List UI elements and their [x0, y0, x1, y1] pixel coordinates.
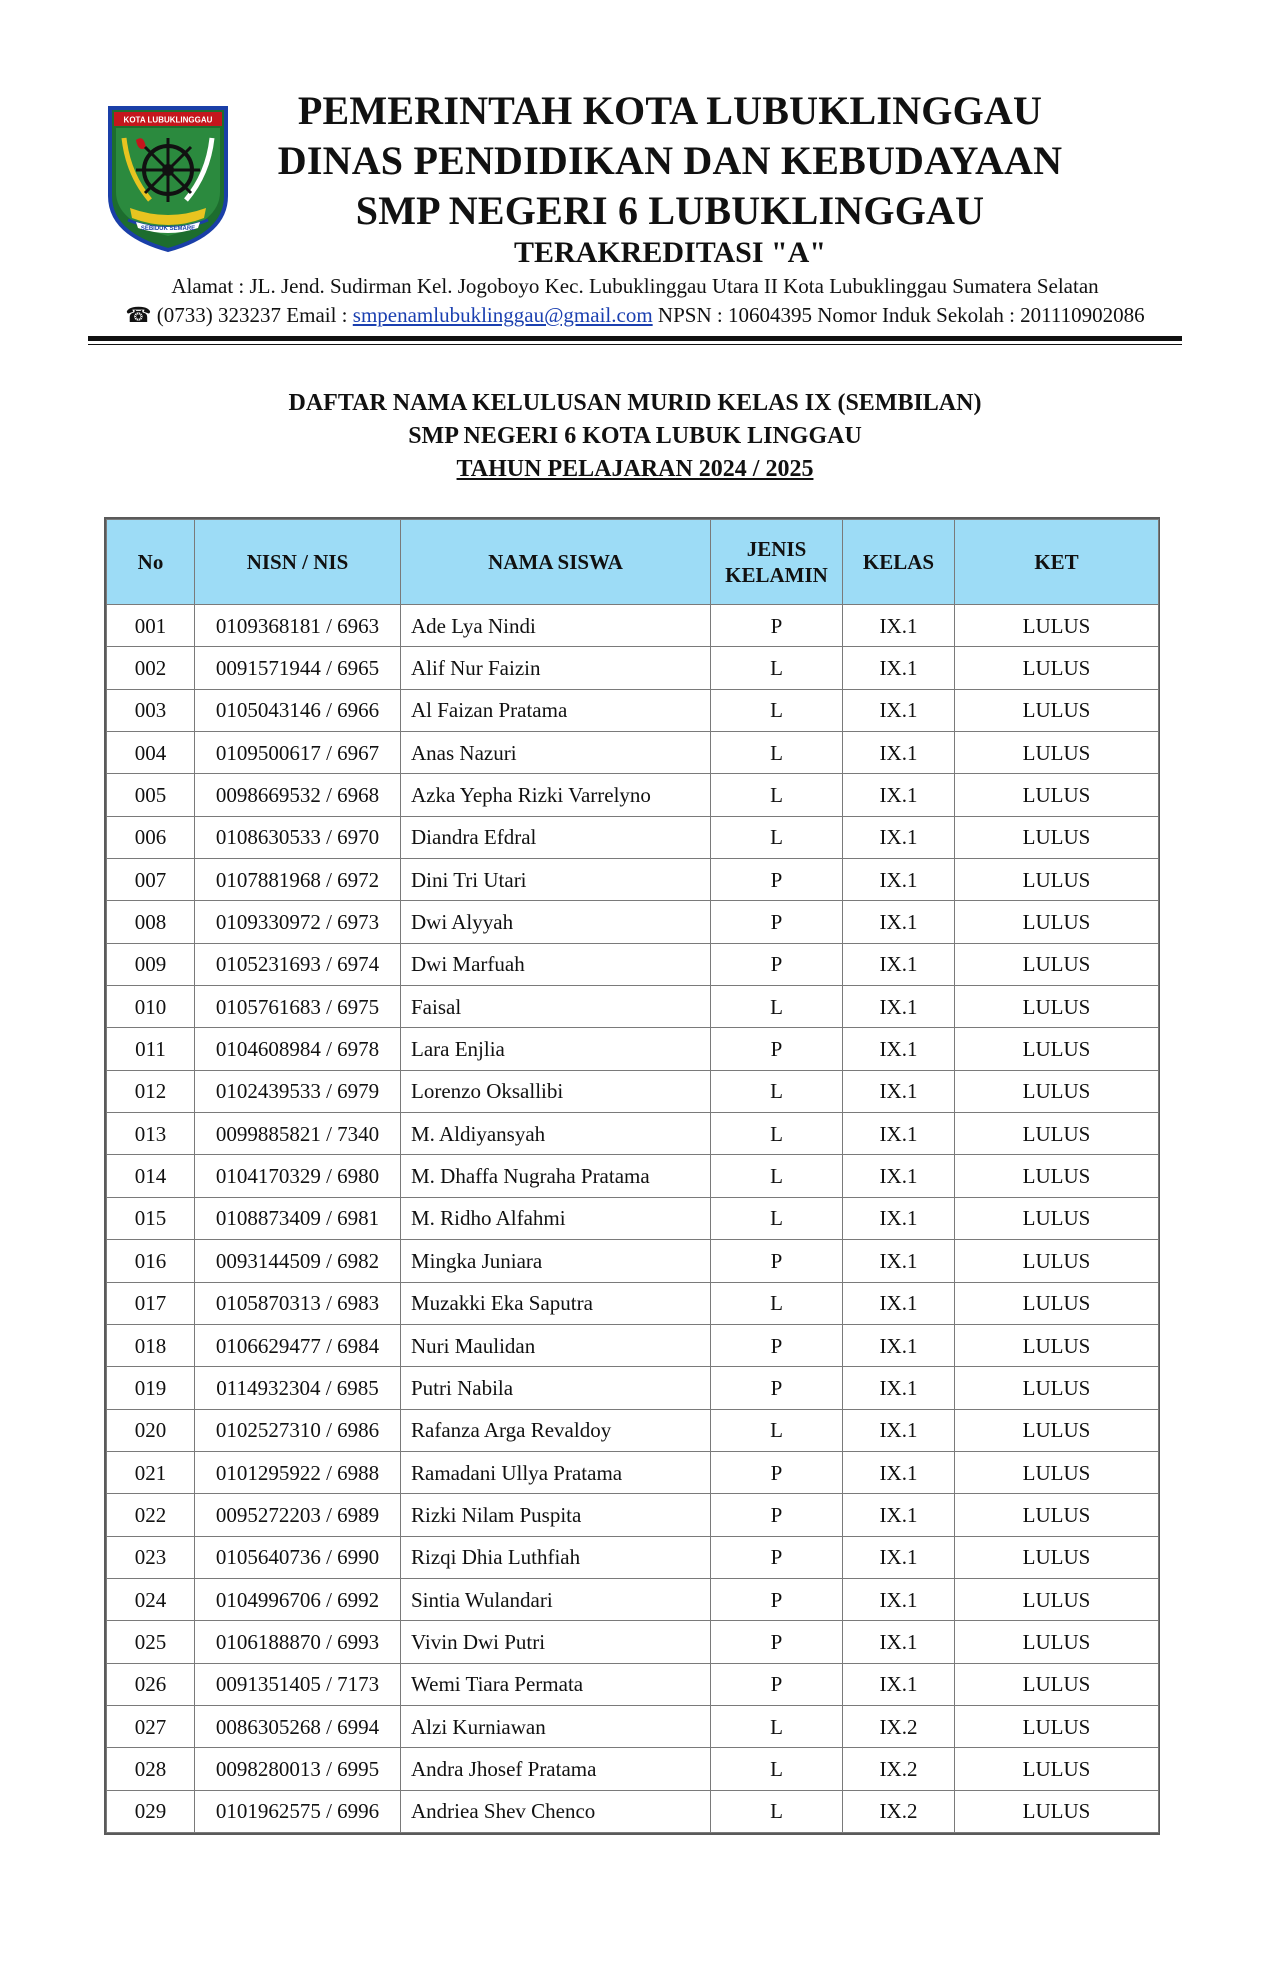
school-address: Alamat : JL. Jend. Sudirman Kel. Jogoboyo Kec. Lubuklinggau Utara II Kota Lubuklinggau Sumatera Selatan	[171, 274, 1099, 298]
cell-nisn: 0101962575 / 6996	[195, 1790, 401, 1832]
table-row	[107, 1705, 1159, 1747]
letterhead-divider-thin	[88, 344, 1182, 345]
cell-gender: P	[711, 859, 843, 901]
cell-gender: P	[711, 1324, 843, 1366]
cell-class: IX.1	[843, 689, 955, 731]
school-name: SMP NEGERI 6 LUBUKLINGGAU	[355, 188, 985, 233]
department-name: DINAS PENDIDIKAN DAN KEBUDAYAAN	[277, 138, 1063, 183]
telephone-icon: ☎	[125, 303, 152, 327]
cell-status: LULUS	[955, 1113, 1159, 1155]
cell-nisn: 0105043146 / 6966	[195, 689, 401, 731]
cell-class: IX.1	[843, 1028, 955, 1070]
cell-class: IX.1	[843, 1324, 955, 1366]
cell-status: LULUS	[955, 986, 1159, 1028]
cell-nisn: 0114932304 / 6985	[195, 1367, 401, 1409]
cell-gender: L	[711, 1113, 843, 1155]
cell-class: IX.1	[843, 1663, 955, 1705]
cell-class: IX.1	[843, 1155, 955, 1197]
cell-class: IX.1	[843, 816, 955, 858]
cell-nisn: 0105640736 / 6990	[195, 1536, 401, 1578]
cell-nisn: 0091351405 / 7173	[195, 1663, 401, 1705]
cell-no: 008	[107, 901, 195, 943]
cell-no: 002	[107, 647, 195, 689]
cell-student-name: Azka Yepha Rizki Varrelyno	[401, 774, 711, 816]
cell-nisn: 0095272203 / 6989	[195, 1494, 401, 1536]
cell-status: LULUS	[955, 1240, 1159, 1282]
cell-student-name: Muzakki Eka Saputra	[401, 1282, 711, 1324]
cell-student-name: Faisal	[401, 986, 711, 1028]
cell-student-name: Lara Enjlia	[401, 1028, 711, 1070]
accreditation-label: TERAKREDITASI "A"	[514, 236, 826, 269]
table-row	[107, 774, 1159, 816]
cell-gender: P	[711, 1536, 843, 1578]
cell-gender: L	[711, 1070, 843, 1112]
academic-year	[100, 454, 1170, 484]
cell-nisn: 0086305268 / 6994	[195, 1705, 401, 1747]
cell-no: 025	[107, 1621, 195, 1663]
cell-gender: P	[711, 605, 843, 647]
table-row	[107, 943, 1159, 985]
cell-class: IX.1	[843, 1282, 955, 1324]
cell-student-name: Rizqi Dhia Luthfiah	[401, 1536, 711, 1578]
cell-student-name: Mingka Juniara	[401, 1240, 711, 1282]
table-row	[107, 1070, 1159, 1112]
cell-gender: P	[711, 943, 843, 985]
cell-class: IX.1	[843, 732, 955, 774]
cell-student-name: Putri Nabila	[401, 1367, 711, 1409]
graduation-table	[104, 517, 1160, 1835]
cell-class: IX.1	[843, 901, 955, 943]
cell-no: 001	[107, 605, 195, 647]
table-row	[107, 689, 1159, 731]
cell-nisn: 0093144509 / 6982	[195, 1240, 401, 1282]
cell-student-name: Rizki Nilam Puspita	[401, 1494, 711, 1536]
cell-no: 021	[107, 1451, 195, 1493]
cell-student-name: Wemi Tiara Permata	[401, 1663, 711, 1705]
cell-student-name: Nuri Maulidan	[401, 1324, 711, 1366]
cell-no: 023	[107, 1536, 195, 1578]
cell-student-name: Lorenzo Oksallibi	[401, 1070, 711, 1112]
cell-gender: P	[711, 1451, 843, 1493]
cell-status: LULUS	[955, 1451, 1159, 1493]
cell-no: 013	[107, 1113, 195, 1155]
cell-status: LULUS	[955, 1409, 1159, 1451]
email-link[interactable]: smpenamlubuklinggau@gmail.com	[352, 303, 653, 327]
cell-gender: P	[711, 1663, 843, 1705]
cell-no: 022	[107, 1494, 195, 1536]
cell-student-name: Anas Nazuri	[401, 732, 711, 774]
table-row	[107, 1240, 1159, 1282]
cell-class: IX.1	[843, 1494, 955, 1536]
cell-no: 003	[107, 689, 195, 731]
cell-student-name: Alif Nur Faizin	[401, 647, 711, 689]
cell-nisn: 0107881968 / 6972	[195, 859, 401, 901]
cell-gender: L	[711, 689, 843, 731]
cell-nisn: 0105870313 / 6983	[195, 1282, 401, 1324]
document-subtitle: SMP NEGERI 6 KOTA LUBUK LINGGAU	[408, 423, 862, 449]
cell-status: LULUS	[955, 1155, 1159, 1197]
cell-nisn: 0102439533 / 6979	[195, 1070, 401, 1112]
logo-motto-text: SEBIDUK SEMARE	[140, 226, 196, 232]
cell-gender: P	[711, 901, 843, 943]
cell-nisn: 0091571944 / 6965	[195, 647, 401, 689]
cell-gender: L	[711, 1748, 843, 1790]
cell-student-name: Ade Lya Nindi	[401, 605, 711, 647]
table-row	[107, 816, 1159, 858]
cell-no: 012	[107, 1070, 195, 1112]
cell-no: 007	[107, 859, 195, 901]
header-gender	[711, 520, 843, 605]
table-row	[107, 1155, 1159, 1197]
cell-class: IX.1	[843, 774, 955, 816]
cell-class: IX.1	[843, 1409, 955, 1451]
table-body	[107, 605, 1159, 1833]
cell-no: 024	[107, 1578, 195, 1620]
cell-no: 014	[107, 1155, 195, 1197]
cell-nisn: 0106188870 / 6993	[195, 1621, 401, 1663]
cell-status: LULUS	[955, 1197, 1159, 1239]
cell-status: LULUS	[955, 732, 1159, 774]
document-title: DAFTAR NAMA KELULUSAN MURID KELAS IX (SEMBILAN)	[288, 390, 982, 416]
cell-class: IX.2	[843, 1748, 955, 1790]
header-no: No	[107, 520, 195, 605]
cell-no: 018	[107, 1324, 195, 1366]
cell-no: 015	[107, 1197, 195, 1239]
logo-label-text: KOTA LUBUKLINGGAU	[123, 115, 213, 125]
cell-no: 005	[107, 774, 195, 816]
cell-no: 009	[107, 943, 195, 985]
phone-text: (0733) 323237 Email :	[156, 303, 353, 327]
cell-no: 026	[107, 1663, 195, 1705]
cell-student-name: Ramadani Ullya Pratama	[401, 1451, 711, 1493]
table-row	[107, 605, 1159, 647]
contact-line	[80, 302, 1190, 328]
cell-nisn: 0098669532 / 6968	[195, 774, 401, 816]
cell-student-name: Dwi Marfuah	[401, 943, 711, 985]
cell-status: LULUS	[955, 647, 1159, 689]
cell-no: 027	[107, 1705, 195, 1747]
cell-class: IX.1	[843, 1621, 955, 1663]
cell-gender: L	[711, 816, 843, 858]
table-row	[107, 901, 1159, 943]
table-row	[107, 1790, 1159, 1832]
table-header-row	[107, 520, 1159, 605]
cell-class: IX.1	[843, 1070, 955, 1112]
cell-nisn: 0109330972 / 6973	[195, 901, 401, 943]
cell-no: 011	[107, 1028, 195, 1070]
table-row	[107, 1367, 1159, 1409]
cell-class: IX.1	[843, 1536, 955, 1578]
cell-status: LULUS	[955, 689, 1159, 731]
cell-no: 029	[107, 1790, 195, 1832]
cell-nisn: 0101295922 / 6988	[195, 1451, 401, 1493]
cell-student-name: Andriea Shev Chenco	[401, 1790, 711, 1832]
government-name: PEMERINTAH KOTA LUBUKLINGGAU	[297, 88, 1043, 133]
cell-nisn: 0109368181 / 6963	[195, 605, 401, 647]
cell-gender: L	[711, 1282, 843, 1324]
cell-student-name: Dini Tri Utari	[401, 859, 711, 901]
table-row	[107, 1494, 1159, 1536]
cell-nisn: 0108873409 / 6981	[195, 1197, 401, 1239]
cell-no: 010	[107, 986, 195, 1028]
cell-class: IX.1	[843, 1451, 955, 1493]
cell-status: LULUS	[955, 1324, 1159, 1366]
cell-student-name: M. Ridho Alfahmi	[401, 1197, 711, 1239]
table-row	[107, 1451, 1159, 1493]
cell-gender: P	[711, 1028, 843, 1070]
table-row	[107, 647, 1159, 689]
cell-gender: P	[711, 1578, 843, 1620]
cell-student-name: Alzi Kurniawan	[401, 1705, 711, 1747]
cell-student-name: Al Faizan Pratama	[401, 689, 711, 731]
table-row	[107, 732, 1159, 774]
cell-student-name: M. Dhaffa Nugraha Pratama	[401, 1155, 711, 1197]
cell-gender: L	[711, 1790, 843, 1832]
cell-nisn: 0104996706 / 6992	[195, 1578, 401, 1620]
cell-status: LULUS	[955, 1282, 1159, 1324]
cell-class: IX.1	[843, 1113, 955, 1155]
cell-student-name: Dwi Alyyah	[401, 901, 711, 943]
cell-nisn: 0109500617 / 6967	[195, 732, 401, 774]
table-row	[107, 859, 1159, 901]
cell-nisn: 0106629477 / 6984	[195, 1324, 401, 1366]
table-row	[107, 1621, 1159, 1663]
cell-no: 028	[107, 1748, 195, 1790]
cell-student-name: Vivin Dwi Putri	[401, 1621, 711, 1663]
cell-status: LULUS	[955, 774, 1159, 816]
cell-no: 016	[107, 1240, 195, 1282]
cell-status: LULUS	[955, 1070, 1159, 1112]
cell-student-name: Rafanza Arga Revaldoy	[401, 1409, 711, 1451]
cell-class: IX.1	[843, 859, 955, 901]
cell-nisn: 0105761683 / 6975	[195, 986, 401, 1028]
cell-nisn: 0099885821 / 7340	[195, 1113, 401, 1155]
cell-status: LULUS	[955, 901, 1159, 943]
school-ids: NPSN : 10604395 Nomor Induk Sekolah : 201110902086	[652, 303, 1145, 327]
cell-gender: P	[711, 1494, 843, 1536]
cell-gender: L	[711, 647, 843, 689]
table-row	[107, 986, 1159, 1028]
cell-class: IX.2	[843, 1790, 955, 1832]
cell-class: IX.1	[843, 943, 955, 985]
cell-class: IX.1	[843, 1240, 955, 1282]
cell-class: IX.1	[843, 1578, 955, 1620]
cell-no: 006	[107, 816, 195, 858]
cell-status: LULUS	[955, 1663, 1159, 1705]
cell-student-name: Diandra Efdral	[401, 816, 711, 858]
cell-class: IX.1	[843, 605, 955, 647]
cell-no: 017	[107, 1282, 195, 1324]
cell-gender: L	[711, 1705, 843, 1747]
cell-gender: L	[711, 1155, 843, 1197]
table-row	[107, 1409, 1159, 1451]
header-class: KELAS	[843, 520, 955, 605]
table-row	[107, 1663, 1159, 1705]
table-row	[107, 1282, 1159, 1324]
cell-gender: L	[711, 1197, 843, 1239]
cell-nisn: 0104608984 / 6978	[195, 1028, 401, 1070]
cell-class: IX.2	[843, 1705, 955, 1747]
cell-status: LULUS	[955, 1748, 1159, 1790]
cell-nisn: 0105231693 / 6974	[195, 943, 401, 985]
cell-nisn: 0108630533 / 6970	[195, 816, 401, 858]
cell-class: IX.1	[843, 1367, 955, 1409]
table-row	[107, 1324, 1159, 1366]
academic-year-text: TAHUN PELAJARAN 2024 / 2025	[456, 456, 814, 482]
cell-gender: L	[711, 1409, 843, 1451]
table-row	[107, 1113, 1159, 1155]
cell-gender: L	[711, 774, 843, 816]
header-ket: KET	[955, 520, 1159, 605]
cell-status: LULUS	[955, 1705, 1159, 1747]
cell-status: LULUS	[955, 1028, 1159, 1070]
header-nisn: NISN / NIS	[195, 520, 401, 605]
cell-no: 019	[107, 1367, 195, 1409]
cell-status: LULUS	[955, 1578, 1159, 1620]
cell-gender: L	[711, 732, 843, 774]
cell-nisn: 0098280013 / 6995	[195, 1748, 401, 1790]
cell-class: IX.1	[843, 647, 955, 689]
cell-status: LULUS	[955, 1494, 1159, 1536]
table-row	[107, 1578, 1159, 1620]
header-gender-line2: KELAMIN	[725, 563, 828, 587]
cell-status: LULUS	[955, 816, 1159, 858]
cell-gender: P	[711, 1367, 843, 1409]
cell-status: LULUS	[955, 943, 1159, 985]
cell-gender: L	[711, 986, 843, 1028]
table-row	[107, 1748, 1159, 1790]
cell-class: IX.1	[843, 986, 955, 1028]
cell-no: 004	[107, 732, 195, 774]
cell-gender: P	[711, 1240, 843, 1282]
cell-status: LULUS	[955, 1367, 1159, 1409]
cell-class: IX.1	[843, 1197, 955, 1239]
cell-gender: P	[711, 1621, 843, 1663]
cell-nisn: 0102527310 / 6986	[195, 1409, 401, 1451]
letterhead-divider-thick	[88, 336, 1182, 341]
cell-nisn: 0104170329 / 6980	[195, 1155, 401, 1197]
cell-status: LULUS	[955, 605, 1159, 647]
cell-student-name: M. Aldiyansyah	[401, 1113, 711, 1155]
table-row	[107, 1028, 1159, 1070]
cell-student-name: Sintia Wulandari	[401, 1578, 711, 1620]
cell-student-name: Andra Jhosef Pratama	[401, 1748, 711, 1790]
cell-status: LULUS	[955, 1536, 1159, 1578]
cell-no: 020	[107, 1409, 195, 1451]
table-row	[107, 1536, 1159, 1578]
cell-status: LULUS	[955, 1790, 1159, 1832]
table-row	[107, 1197, 1159, 1239]
cell-status: LULUS	[955, 859, 1159, 901]
cell-status: LULUS	[955, 1621, 1159, 1663]
header-gender-line1: JENIS	[746, 537, 807, 561]
header-name: NAMA SISWA	[401, 520, 711, 605]
